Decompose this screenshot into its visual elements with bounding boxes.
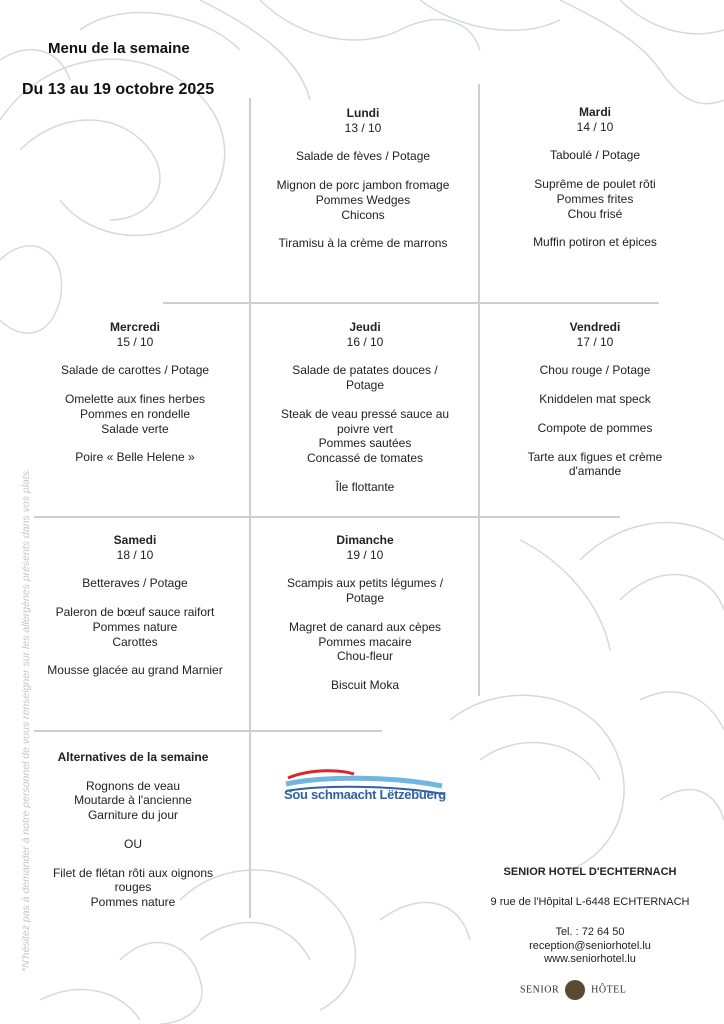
alternatives-block — [38, 750, 228, 924]
day-date: 17 / 10 — [576, 334, 614, 349]
hotel-address: 9 rue de l'Hôpital L-6448 ECHTERNACH — [490, 896, 690, 908]
hotel-email[interactable]: reception@seniorhotel.lu — [529, 939, 651, 952]
hotel-phone: Tel. : 72 64 50 — [555, 926, 625, 938]
dish-item: Magret de canard aux cèpes Pommes macaire Chou-fleur — [288, 619, 442, 664]
dish-item: Betteraves / Potage — [82, 576, 188, 591]
dish-item: Muffin potiron et épices — [533, 235, 657, 250]
day-name: Lundi — [346, 106, 380, 120]
dish-item: Tarte aux figues et crème d'amande — [527, 449, 663, 479]
dish-item: Poire « Belle Helene » — [75, 450, 195, 465]
dish-item: Steak de veau pressé sauce au poivre vert Pommes sautées Concassé de tomates — [280, 406, 450, 465]
grid-vline-7 — [249, 732, 251, 918]
dish-item: Biscuit Moka — [330, 677, 400, 692]
grid-hline-3 — [34, 730, 382, 732]
grid-vline-4 — [478, 304, 480, 518]
hotel-info — [470, 866, 710, 967]
dish-item: Salade de patates douces / Potage — [292, 363, 438, 393]
day-jeudi — [270, 320, 460, 508]
dish-item: Salade de carottes / Potage — [60, 363, 210, 378]
day-name: Mercredi — [109, 320, 161, 334]
grid-hline-2 — [34, 516, 620, 518]
brand-right: HÔTEL — [591, 984, 627, 996]
hotel-brand-logo — [520, 980, 626, 1000]
dish-item: Taboulé / Potage — [549, 148, 641, 163]
grid-vline-1 — [249, 98, 251, 304]
day-date: 13 / 10 — [344, 120, 382, 135]
dish-item: Omelette aux fines herbes Pommes en rondelle Salade verte — [64, 392, 206, 436]
dish-item: Mignon de porc jambon fromage Pommes Wedges Chicons — [276, 178, 450, 222]
day-date: 19 / 10 — [346, 547, 384, 562]
grid-hline-1 — [163, 302, 659, 304]
day-date: 16 / 10 — [346, 334, 384, 349]
day-name: Samedi — [113, 533, 157, 547]
grid-vline-5 — [249, 518, 251, 732]
alternative-item: OU — [124, 836, 142, 851]
allergen-note: *N'hésitez pas à demander à notre personnel de vous renseigner sur les allergènes présents dans vos plats. — [20, 468, 32, 972]
dish-item: Suprême de poulet rôti Pommes frites Chou frisé — [534, 177, 656, 221]
grid-vline-6 — [478, 518, 480, 696]
day-name: Jeudi — [349, 320, 381, 334]
alternative-item: Rognons de veau Moutarde à l'ancienne Garniture du jour — [74, 778, 192, 823]
dish-item: Chou rouge / Potage — [539, 363, 651, 378]
dish-item: Salade de fèves / Potage — [295, 149, 431, 164]
day-name: Vendredi — [569, 320, 621, 334]
hotel-website[interactable]: www.seniorhotel.lu — [544, 953, 636, 965]
day-date: 15 / 10 — [116, 334, 154, 349]
day-dimanche — [270, 533, 460, 707]
grid-vline-3 — [249, 304, 251, 518]
dish-item: Tiramisu à la crème de marrons — [278, 236, 448, 251]
dish-item: Compote de pommes — [537, 420, 653, 435]
day-lundi — [268, 106, 458, 265]
dish-item: Paleron de bœuf sauce raifort Pommes nature Carottes — [55, 605, 215, 649]
day-date: 18 / 10 — [116, 547, 154, 562]
brand-emblem-icon — [565, 980, 585, 1000]
day-mardi — [500, 105, 690, 264]
alternative-item: Filet de flétan rôti aux oignons rouges Pommes nature — [52, 865, 214, 909]
day-date: 14 / 10 — [576, 119, 614, 134]
day-samedi — [40, 533, 230, 692]
day-mercredi — [40, 320, 230, 479]
week-dates: Du 13 au 19 octobre 2025 — [22, 81, 215, 98]
brand-left: SENIOR — [520, 984, 560, 996]
dish-item: Mousse glacée au grand Marnier — [47, 663, 223, 678]
day-name: Dimanche — [336, 533, 394, 547]
page-title: Menu de la semaine — [48, 40, 190, 57]
dish-item: Île flottante — [335, 479, 395, 494]
logo-text: Sou schmaacht Lëtzebuerg — [284, 787, 446, 802]
alternatives-title: Alternatives de la semaine — [57, 750, 209, 764]
dish-item: Kniddelen mat speck — [539, 392, 651, 407]
day-name: Mardi — [578, 105, 611, 119]
dish-item: Scampis aux petits légumes / Potage — [286, 576, 444, 606]
grid-vline-2 — [478, 84, 480, 304]
hotel-name: SENIOR HOTEL D'ECHTERNACH — [503, 866, 677, 878]
day-vendredi — [500, 320, 690, 493]
